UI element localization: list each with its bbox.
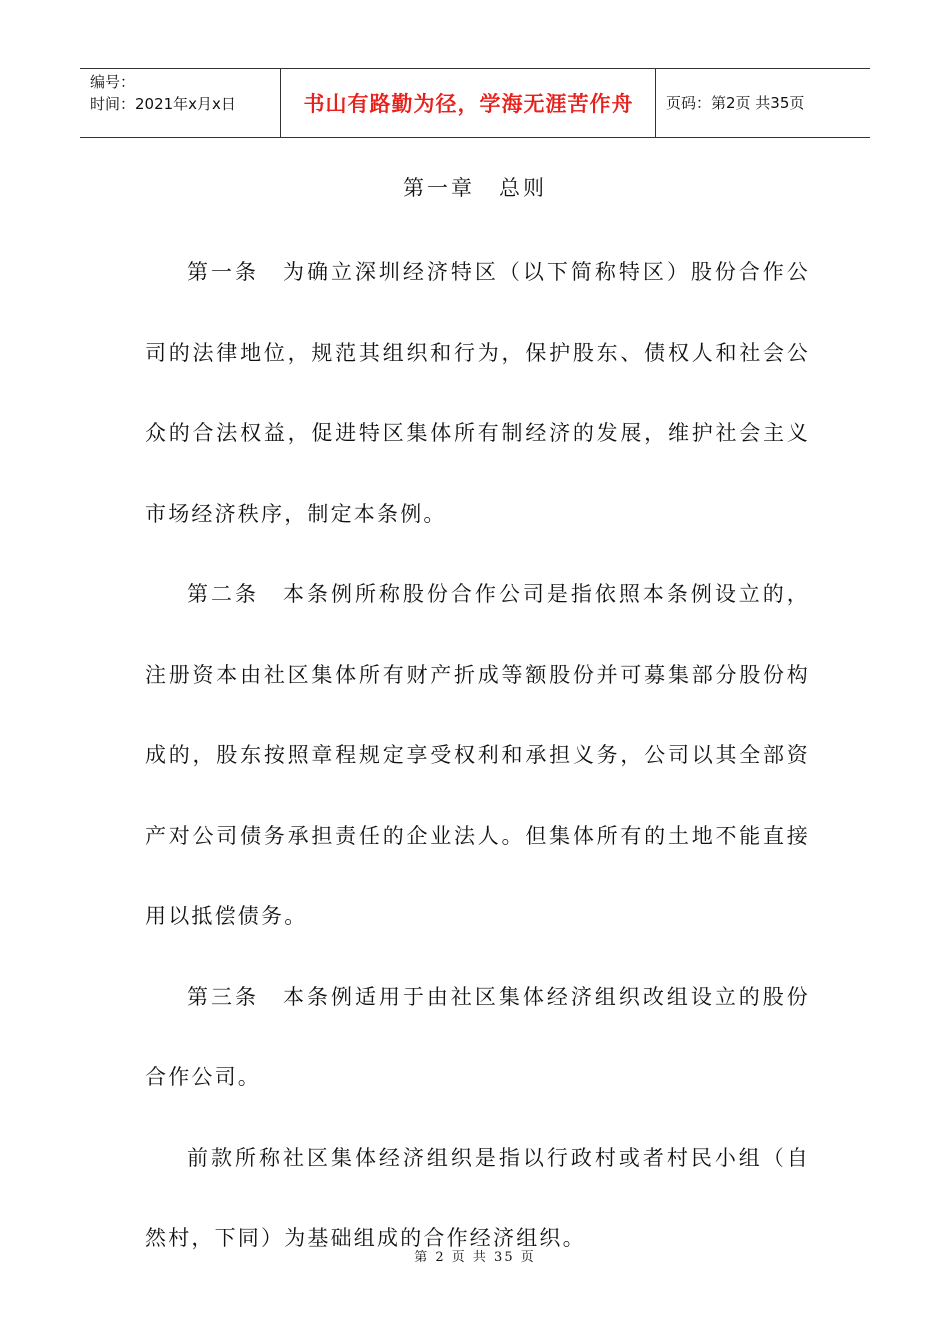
page-footer: 第 2 页 共 35 页: [414, 1250, 536, 1265]
header-page-info: 页码：第2页 共35页: [666, 94, 805, 112]
article-1: 第一条 为确立深圳经济特区（以下简称特区）股份合作公司的法律地位，规范其组织和行为，保护股东、债权人和社会公众的合法权益，促进特区集体所有制经济的发展，维护社会主义市场经济秩序，制定本条例。: [145, 260, 810, 526]
header-divider: [655, 69, 656, 137]
date-label: 时间：2021年x月x日: [90, 95, 236, 113]
chapter-title: 第一章 总则: [403, 176, 547, 200]
page-header: [80, 68, 870, 138]
article-3-clause: 前款所称社区集体经济组织是指以行政村或者村民小组（自然村，下同）为基础组成的合作经济组织。: [145, 1145, 810, 1250]
article-2: 第二条 本条例所称股份合作公司是指依照本条例设立的，注册资本由社区集体所有财产折成等额股份并可募集部分股份构成的，股东按照章程规定享受权利和承担义务，公司以其全部资产对公司债务承担责任的企业法人。但集体所有的土地不能直接用以抵偿债务。: [145, 582, 810, 928]
article-3: 第三条 本条例适用于由社区集体经济组织改组设立的股份合作公司。: [145, 984, 810, 1089]
document-body: [145, 232, 810, 1279]
header-motto: 书山有路勤为径，学海无涯苦作舟: [303, 92, 634, 116]
serial-label: 编号：: [90, 73, 136, 91]
header-divider: [280, 69, 281, 137]
header-meta: [90, 71, 236, 115]
